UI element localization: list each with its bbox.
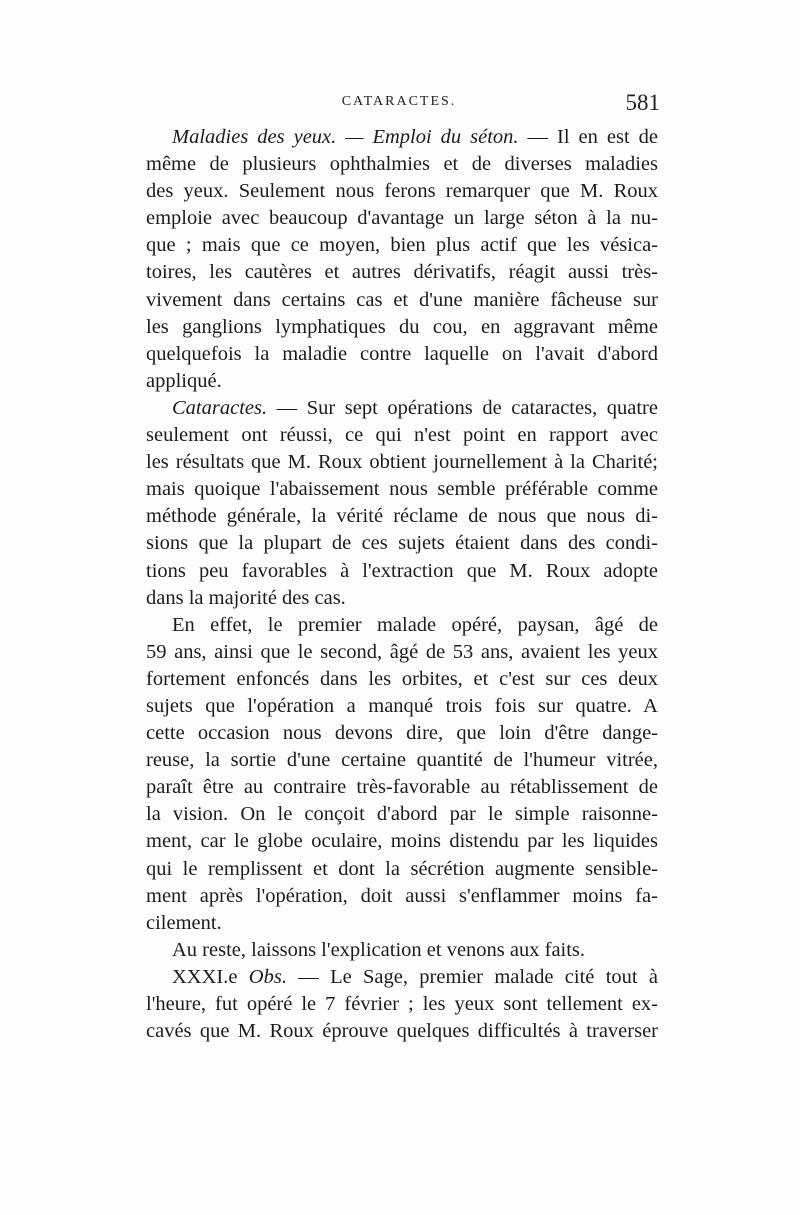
text-line: des yeux. Seulement nous ferons remarquer que M. Roux — [146, 180, 658, 203]
text-line: ment, car le globe oculaire, moins distendu par les liquides — [146, 830, 658, 853]
text-line: 59 ans, ainsi que le second, âgé de 53 ans, avaient les yeux — [146, 640, 658, 663]
text-line: reuse, la sortie d'une certaine quantité de l'humeur vitrée, — [146, 749, 658, 772]
running-title: CATARACTES. — [341, 94, 457, 109]
text-line: même de plusieurs ophthalmies et de diverses maladies — [146, 153, 658, 176]
line-text: — Il en est de — [518, 126, 658, 148]
text-line: quelquefois la maladie contre laquelle on l'avait d'abord — [146, 342, 658, 365]
text-line: sions que la plupart de ces sujets étaient dans des condi- — [146, 532, 658, 555]
text-line: fortement enfoncés dans les orbites, et c'est sur ces deux — [146, 667, 658, 690]
observation-label: Obs. — [248, 965, 287, 988]
text-line: mais quoique l'abaissement nous semble préférable comme — [146, 478, 658, 501]
text-line: cilement. — [146, 911, 222, 934]
text-line: toires, les cautères et autres dérivatifs, réagit aussi très- — [146, 261, 658, 284]
text-line: sujets que l'opération a manqué trois fois sur quatre. A — [146, 694, 658, 717]
text-line — [146, 395, 658, 422]
text-line: cavés que M. Roux éprouve quelques difficultés à traverser — [146, 1020, 658, 1043]
text-line: Au reste, laissons l'explication et venons aux faits. — [172, 938, 586, 961]
section-heading: Maladies des yeux. — Emploi du séton. — [172, 126, 519, 148]
body-text — [146, 124, 658, 1045]
running-head — [138, 90, 660, 120]
text-line: tions peu favorables à l'extraction que M. Roux adopte — [146, 559, 658, 582]
text-line: emploie avec beaucoup d'avantage un large séton à la nu- — [146, 207, 658, 230]
observation-number: XXXI.e — [172, 965, 249, 988]
text-line: ment après l'opération, doit aussi s'enflammer moins fa- — [146, 884, 658, 907]
line-text: — Sur sept opérations de cataractes, quatre — [267, 396, 658, 419]
text-line — [146, 964, 658, 991]
text-line: que ; mais que ce moyen, bien plus actif que les vésica- — [146, 234, 658, 257]
text-line: l'heure, fut opéré le 7 février ; les yeux sont tellement ex- — [146, 993, 658, 1015]
text-line: la vision. On le conçoit d'abord par le simple raisonne- — [146, 803, 658, 826]
text-line: seulement ont réussi, ce qui n'est point en rapport avec — [146, 424, 658, 447]
text-line: qui le remplissent et dont la sécrétion augmente sensible- — [146, 857, 658, 880]
page-number: 581 — [625, 90, 660, 115]
text-line: dans la majorité des cas. — [146, 586, 346, 609]
text-line: cette occasion nous devons dire, que loin d'être dange- — [146, 722, 658, 745]
text-line: méthode générale, la vérité réclame de nous que nous di- — [146, 505, 658, 528]
line-text: — Le Sage, premier malade cité tout à — [286, 965, 659, 988]
text-line: les ganglions lymphatiques du cou, en aggravant même — [146, 315, 658, 338]
text-line: les résultats que M. Roux obtient journellement à la Charité; — [146, 451, 658, 474]
section-heading: Cataractes. — [172, 396, 268, 419]
text-line — [146, 124, 658, 151]
text-line: appliqué. — [146, 369, 222, 392]
text-line: paraît être au contraire très-favorable au rétablissement de — [146, 776, 658, 799]
text-line: vivement dans certains cas et d'une manière fâcheuse sur — [146, 288, 658, 311]
text-line: En effet, le premier malade opéré, paysan, âgé de — [172, 613, 658, 636]
